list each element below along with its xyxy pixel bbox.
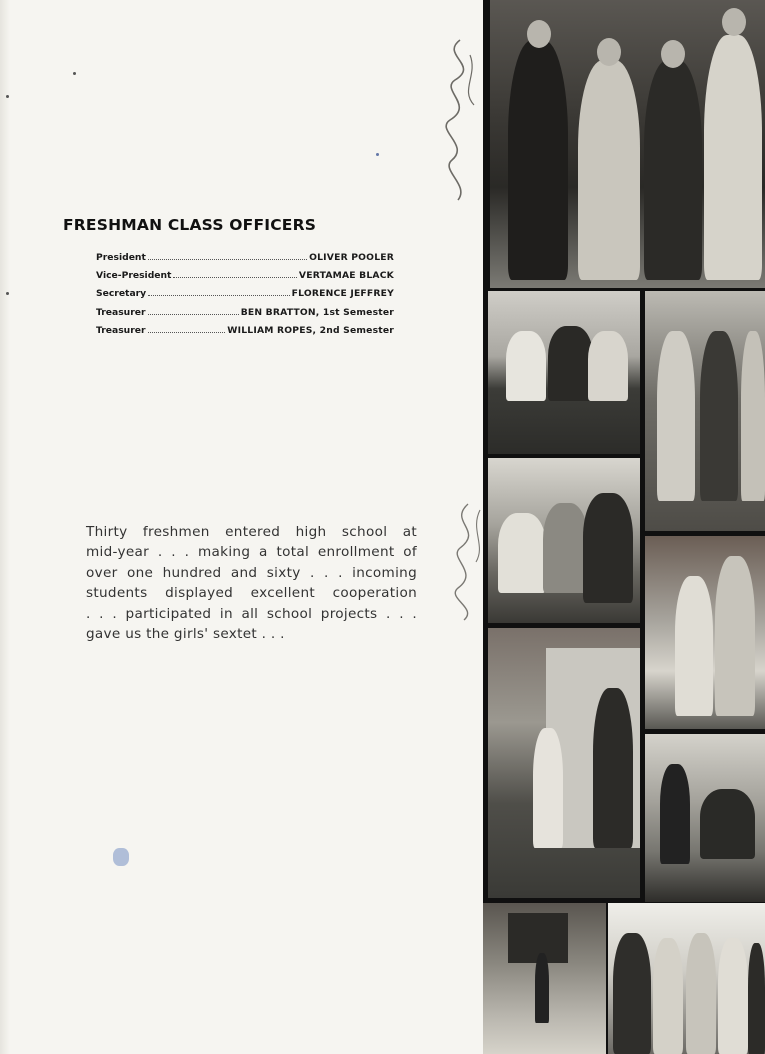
photo-figure: [675, 576, 713, 716]
officer-role: Treasurer: [96, 306, 146, 318]
ink-smudge: [113, 848, 129, 866]
officer-name: WILLIAM ROPES, 2nd Semester: [227, 324, 394, 336]
photo-figure: [660, 764, 690, 864]
paragraph-line: . . . participated in all school projects . . .: [86, 605, 417, 622]
paragraph-line: over one hundred and sixty . . . incoming: [86, 564, 417, 581]
photo-figure: [613, 933, 651, 1054]
photo-two-boys-at-window: [488, 628, 640, 898]
photo-collage: [483, 0, 765, 1054]
photo-figure: [718, 938, 748, 1054]
photo-figure-head: [597, 38, 621, 66]
officer-name: BEN BRATTON, 1st Semester: [240, 306, 394, 318]
officer-name: OLIVER POOLER: [309, 252, 394, 263]
photo-figure: [704, 35, 762, 280]
photo-figure-head: [722, 8, 746, 36]
officers-list: [96, 252, 394, 343]
photo-figure: [506, 331, 546, 401]
dot-leader: [148, 314, 239, 315]
photo-figure: [593, 688, 633, 848]
photo-figure: [533, 728, 563, 848]
photo-figure: [741, 331, 765, 501]
photo-girls-sitting: [488, 458, 640, 623]
photo-figure: [748, 943, 765, 1054]
handwritten-signature: [430, 35, 490, 205]
officer-name: VERTAMAE BLACK: [298, 270, 394, 282]
dot-leader: [148, 295, 290, 296]
page-binding-edge: [0, 0, 10, 1054]
binding-hole: [6, 292, 9, 295]
print-speck: [73, 72, 76, 75]
photo-figure: [588, 331, 628, 401]
photo-figure-head: [527, 20, 551, 48]
photo-figure: [548, 326, 593, 401]
officer-role: Treasurer: [96, 324, 146, 336]
dot-leader: [148, 259, 307, 260]
officer-role: Vice-President: [96, 270, 172, 282]
photo-figure: [498, 513, 546, 593]
photo-figure: [653, 938, 683, 1054]
photo-class-officers: [490, 0, 765, 288]
paragraph-line: Thirty freshmen entered high school at: [86, 524, 417, 540]
photo-figure: [715, 556, 755, 716]
photo-figure: [543, 503, 588, 593]
officer-name: FLORENCE JEFFREY: [291, 288, 394, 300]
dot-leader: [148, 332, 226, 333]
officer-row: [96, 307, 394, 325]
officer-role: Secretary: [96, 288, 147, 300]
photo-figure: [700, 331, 738, 501]
photo-figure: [535, 953, 549, 1023]
paragraph-line: students displayed excellent cooperation: [86, 585, 417, 602]
photo-girls-on-grass: [488, 291, 640, 454]
photo-figure: [578, 60, 640, 280]
paragraph-line: mid-year . . . making a total enrollment of: [86, 544, 417, 561]
ink-dot: [376, 153, 379, 156]
photo-figure: [508, 40, 568, 280]
class-summary-paragraph: [86, 522, 417, 644]
officer-role: President: [96, 252, 146, 263]
photo-girls-on-lawn: [645, 734, 765, 902]
officer-row: [96, 252, 394, 270]
paragraph-line: gave us the girls' sextet . . .: [86, 626, 285, 643]
photo-figure: [583, 493, 633, 603]
dot-leader: [173, 277, 296, 278]
officer-row: [96, 325, 394, 343]
photo-figure: [700, 789, 755, 859]
officer-row: [96, 288, 394, 306]
officer-row: [96, 270, 394, 288]
photo-three-girls: [645, 291, 765, 531]
officers-title: FRESHMAN CLASS OFFICERS: [63, 216, 317, 234]
photo-figure: [686, 933, 716, 1054]
photo-group-of-students: [608, 903, 765, 1054]
photo-school-entrance: [483, 903, 606, 1054]
photo-figure-head: [661, 40, 685, 68]
photo-figure: [644, 60, 702, 280]
binding-hole: [6, 95, 9, 98]
photo-figure: [657, 331, 695, 501]
photo-girl-and-boy: [645, 536, 765, 729]
